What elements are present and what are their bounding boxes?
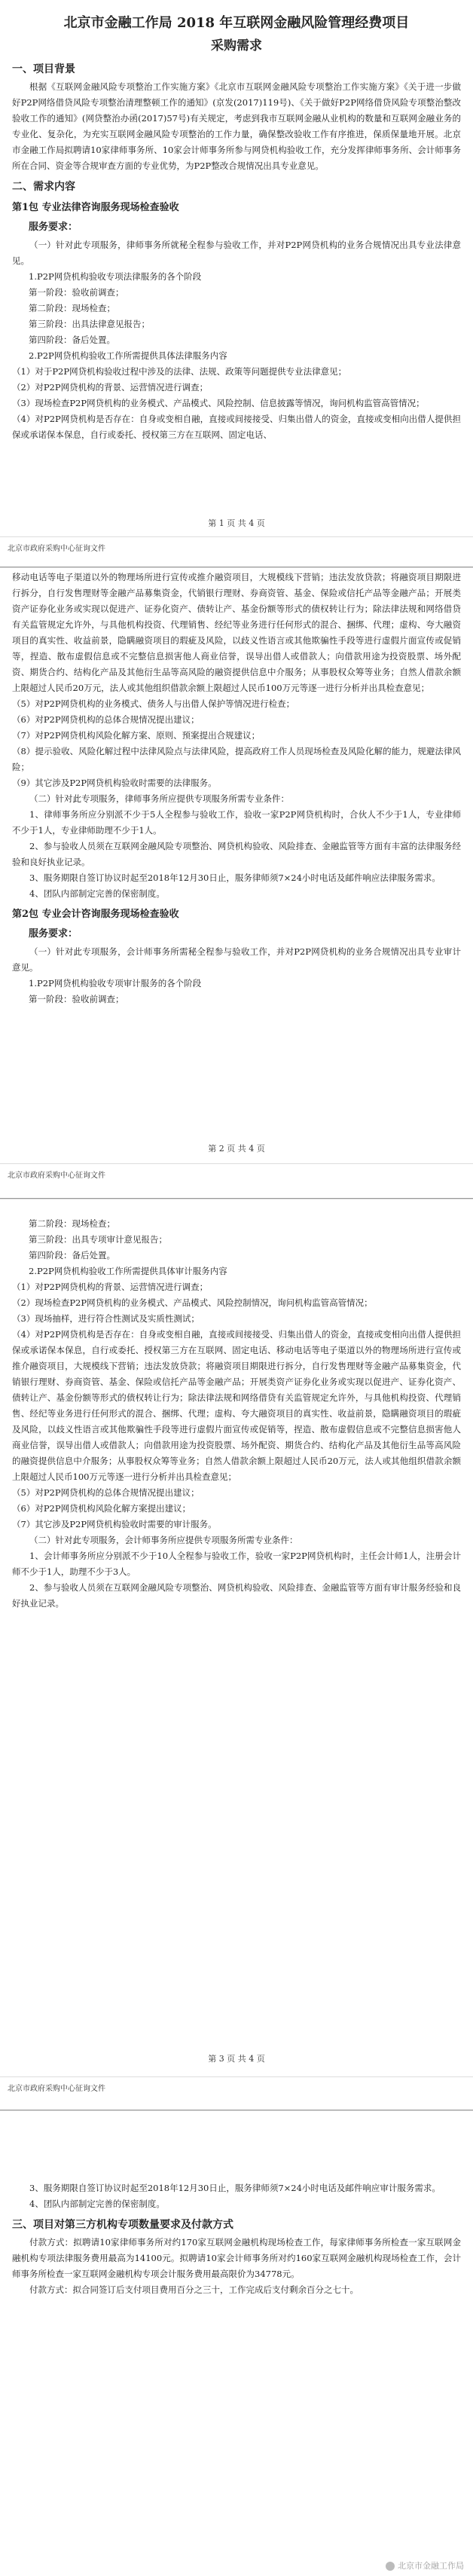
list-item: （9）其它涉及P2P网贷机构验收时需要的法律服务。 bbox=[12, 778, 217, 788]
stage-item: 第二阶段：现场检查； bbox=[29, 303, 115, 313]
section-2-heading: 二、需求内容 bbox=[12, 181, 75, 193]
requirement-item: 1、会计师事务所应分别派不少于10人全程参与验收工作，验收一家P2P网贷机构时，主任会计师1人，注册会计师不少于1人，助理不少于3人。 bbox=[12, 1551, 461, 1577]
page-gap bbox=[0, 1163, 473, 1199]
stage-item: 第一阶段：验收前调查； bbox=[29, 287, 124, 298]
page-number: 第 1 页 共 4 页 bbox=[208, 518, 265, 528]
requirements-heading: （二）针对此专项服务，会计师事务所应提供专项服务所需专业条件： bbox=[29, 1535, 298, 1545]
package-2-heading: 第2包 专业会计咨询服务现场检查验收 bbox=[12, 909, 179, 920]
document-page-2 bbox=[0, 570, 473, 1163]
audit-service-list-title: 2.P2P网贷机构验收工作所需提供具体审计服务内容 bbox=[29, 1266, 227, 1276]
list-item: （6）对P2P网贷机构风险化解方案提出建议； bbox=[12, 1503, 191, 1514]
list-item: （3）现场检查P2P网贷机构的业务模式、产品模式、风险控制、信息披露等情况，询问机构监管高管情况； bbox=[12, 398, 425, 408]
list-item-continued: 移动电话等电子渠道以外的物理场所进行宣传或推介融资项目，大规模线下营销；违法发放贷款；将融资项目期限进行拆分，自行发售理财等金融产品募集资金，代销银行理财、券商资管、基金、保险或信托产品等金融产品；开展类资产证券化业务或实现以促进产、证券化资产、债转让产、基金份额等形式的债权转让行为；除法律法规和网络借贷有关监管规定允许外，与具他机构投资、代理销售、经纪等业务进行任何形式的混合、捆绑、代理；虚构、夸大融资项目的真实性、收益前景，隐瞒融资项目的瑕疵及风险，以歧义性语言或其他欺骗性手段等进行虚假片面宣传或促销等，捏造、散布虚假信息或不完整信息损害他人商业信誉，误导出借人或借款人；向借款用途为投资股票、场外配资、期货合约、结构化产品及其他衍生品等高风险的融资提供信息中介服务；从事股权众筹等业务；自然人借款余额上限超过人民币20万元，法人或其他组织借款余额上限超过人民币100万元等逐一进行分析并出具检查意见； bbox=[12, 572, 461, 693]
list-item: （2）现场检查P2P网贷机构的业务模式、产品模式、风险控制情况，询问机构监管高管情况； bbox=[12, 1297, 373, 1308]
requirement-item: 4、团队内部制定完善的保密制度。 bbox=[29, 888, 165, 899]
document-page-3 bbox=[0, 1201, 473, 2076]
list-item: （1）对P2P网贷机构的背景、运营情况进行调查； bbox=[12, 1282, 209, 1292]
document-title: 北京市金融工作局 2018 年互联网金融风险管理经费项目 bbox=[63, 15, 410, 31]
list-item: （8）提示验收、风险化解过程中法律风险点与法律风险，提高政府工作人员现场检查及风险化解的能力，规避法律风险； bbox=[12, 746, 461, 772]
page-gap bbox=[0, 2076, 473, 2111]
stage-item: 第四阶段：备后处置。 bbox=[29, 1250, 115, 1260]
divider bbox=[0, 1198, 473, 1199]
document-page-4 bbox=[0, 2113, 473, 2576]
page-gap bbox=[0, 536, 473, 568]
page-header-source: 北京市政府采购中心征询文件 bbox=[8, 545, 105, 553]
requirements-heading: （二）针对此专项服务，律师事务所应提供专项服务所需专业条件： bbox=[29, 793, 289, 804]
list-item: （7）对P2P网贷机构风险化解方案、原则、预案提出合规建议； bbox=[12, 730, 261, 741]
wechat-icon bbox=[386, 2562, 395, 2571]
document-subtitle: 采购需求 bbox=[211, 38, 262, 53]
section-1-paragraph: 根据《互联网金融风险专项整治工作实施方案》《北京市互联网金融风险专项整治工作实施方案》《关于进一步做好P2P网络借贷风险专项整治清理整顿工作的通知》(京发(2017)119号)、《关于做好P2P网络借贷风险专项整治整改验收工作的通知》(网贷整治办函(2017)57号)有关规定，考虑到我市互联网金融从业机构的数量和互联网金融业务的专业化、复杂化，为充实互联网金融风险专项整治的工作力量，确保整改验收工作有序推进，保质保量地开展。北京市金融工作局拟聘请10家律师事务所、10家会计师事务所参与网贷机构验收工作，充分发挥律师事务所、会计师事务所在合同、资金等合规审查方面的专业优势，为P2P整改合规情况出具专业意见。 bbox=[12, 81, 461, 171]
requirement-item: 4、团队内部制定完善的保密制度。 bbox=[29, 2199, 165, 2209]
stage-item: 第二阶段：现场检查； bbox=[29, 1218, 115, 1229]
stage-item: 第一阶段：验收前调查； bbox=[29, 994, 124, 1004]
stage-item: 第三阶段：出具法律意见报告； bbox=[29, 319, 150, 329]
stage-item: 第四阶段：备后处置。 bbox=[29, 335, 115, 345]
package-2-intro: （一）针对此专项服务，会计师事务所需秘全程参与验收工作，并对P2P网贷机构的业务合规情况出具专业审计意见。 bbox=[12, 946, 461, 973]
page-number: 第 3 页 共 4 页 bbox=[208, 2054, 265, 2064]
list-item: （3）现场抽样，进行符合性测试及实质性测试； bbox=[12, 1313, 200, 1324]
list-item: （6）对P2P网贷机构的总体合规情况提出建议； bbox=[12, 714, 200, 725]
package-1-stage-title: 1.P2P网贷机构验收专项法律服务的各个阶段 bbox=[29, 271, 202, 282]
list-item: （2）对P2P网贷机构的背景、运营情况进行调查； bbox=[12, 382, 209, 393]
package-1-heading: 第1包 专业法律咨询服务现场检查验收 bbox=[12, 202, 179, 213]
section-3-paragraph: 付款方式：拟聘请10家律师事务所对约170家互联网金融机构现场检查工作，每家律师事务所检查一家互联网金融机构专项法律服务费用最高为14100元。拟聘请10家会计师事务所对约160家互联网金融机构现场检查工作，会计师事务所检查一家互联网金融机构专项会计服务费用最高限价为34778元。 bbox=[12, 2237, 461, 2279]
list-item: （4）对P2P网贷机构是否存在：自身或变相自融，直接或间接接受、归集出借人的资金，直接或变相向出借人提供担保或承诺保本保息，自行或委托、授权第三方在互联网、固定电话、移动电话等电子渠道以外的物理场所进行宣传或推介融资项目，大规模线下营销；违法发放贷款；将融资项目期限进行拆分，自行发售理财等金融产品募集资金，代销银行理财、券商资管、基金、保险或信托产品等金融产品；开展类资产证券化业务或实现以促进产、证券化资产、债转让产、基金份额等形式的债权转让行为；除法律法规和网络借贷有关监管规定允许外，与具他机构投资、代理销售、经纪等业务进行任何形式的混合、捆绑、代理；虚构、夸大融资项目的真实性、收益前景，隐瞒融资项目的瑕疵及风险，以歧义性语言或其他欺骗性手段等进行虚假片面宣传或促销等，捏造、散布虚假信息或不完整信息损害他人商业信誉，误导出借人或借款人；向借款用途为投资股票、场外配资、期货合约、结构化产品及其他衍生品等高风险的融资提供信息中介服务；从事股权众筹等业务；自然人借款余额上限超过人民币20万元，法人或其他组织借款余额上限超过人民币100万元等逐一进行分析并出具检查意见； bbox=[12, 1329, 461, 1482]
list-item: （1）对于P2P网贷机构验收过程中涉及的法律、法规、政策等问题提供专业法律意见； bbox=[12, 366, 347, 377]
package-1-service-list-title: 2.P2P网贷机构验收工作所需提供具体法律服务内容 bbox=[29, 350, 227, 361]
list-item: （5）对P2P网贷机构的业务模式、债务人与出借人保护等情况进行检查； bbox=[12, 698, 295, 709]
watermark-text: 北京市金融工作局 bbox=[398, 2561, 464, 2571]
section-1-heading: 一、项目背景 bbox=[12, 63, 75, 75]
payment-terms: 付款方式：拟合同签订后支付项目费用百分之三十，工作完成后支付剩余百分之七十。 bbox=[29, 2284, 359, 2295]
requirement-item: 3、服务期限自签订协议时起至2018年12月30日止，服务律师须7×24小时电话及邮件响应审计服务需求。 bbox=[29, 2183, 441, 2193]
stage-item: 第三阶段：出具专项审计意见报告； bbox=[29, 1234, 167, 1245]
watermark bbox=[386, 2559, 464, 2571]
requirement-item: 2、参与验收人员须在互联网金融风险专项整治、网贷机构验收、风险排查、金融监管等方面有审计服务经验和良好执业记录。 bbox=[12, 1582, 461, 1609]
package-2-service-title: 服务要求： bbox=[29, 928, 78, 940]
list-item: （4）对P2P网贷机构是否存在：自身或变相自融，直接或间接接受、归集出借人的资金，直接或变相向出借人提供担保或承诺保本保息，自行或委托、授权第三方在互联网、固定电话、 bbox=[12, 414, 461, 440]
package-1-service-title: 服务要求： bbox=[29, 222, 78, 233]
list-item: （5）对P2P网贷机构的总体合规情况提出建议； bbox=[12, 1487, 200, 1498]
requirement-item: 2、参与验收人员须在互联网金融风险专项整治、网贷机构验收、风险排查、金融监管等方面有丰富的法律服务经验和良好执业记录。 bbox=[12, 841, 461, 867]
page-number: 第 2 页 共 4 页 bbox=[208, 1144, 265, 1154]
requirement-item: 3、服务期限自签订协议时起至2018年12月30日止，服务律师须7×24小时电话及邮件响应法律服务需求。 bbox=[29, 872, 441, 883]
list-item: （7）其它涉及P2P网贷机构验收时需要的审计服务。 bbox=[12, 1519, 217, 1529]
page-header-source: 北京市政府采购中心征询文件 bbox=[8, 2085, 105, 2093]
document-page-1 bbox=[0, 0, 473, 536]
package-2-stage-title: 1.P2P网贷机构验收专项审计服务的各个阶段 bbox=[29, 978, 202, 989]
section-3-heading: 三、项目对第三方机构专项数量要求及付款方式 bbox=[12, 2219, 233, 2231]
page-header-source: 北京市政府采购中心征询文件 bbox=[8, 1172, 105, 1180]
requirement-item: 1、律师事务所应分别派不少于5人全程参与验收工作，验收一家P2P网贷机构时，合伙人不少于1人，专业律师不少于1人，专业律师助理不少于1人。 bbox=[12, 809, 461, 836]
package-1-intro: （一）针对此专项服务，律师事务所就秘全程参与验收工作，并对P2P网贷机构的业务合规情况出具专业法律意见。 bbox=[12, 240, 461, 266]
